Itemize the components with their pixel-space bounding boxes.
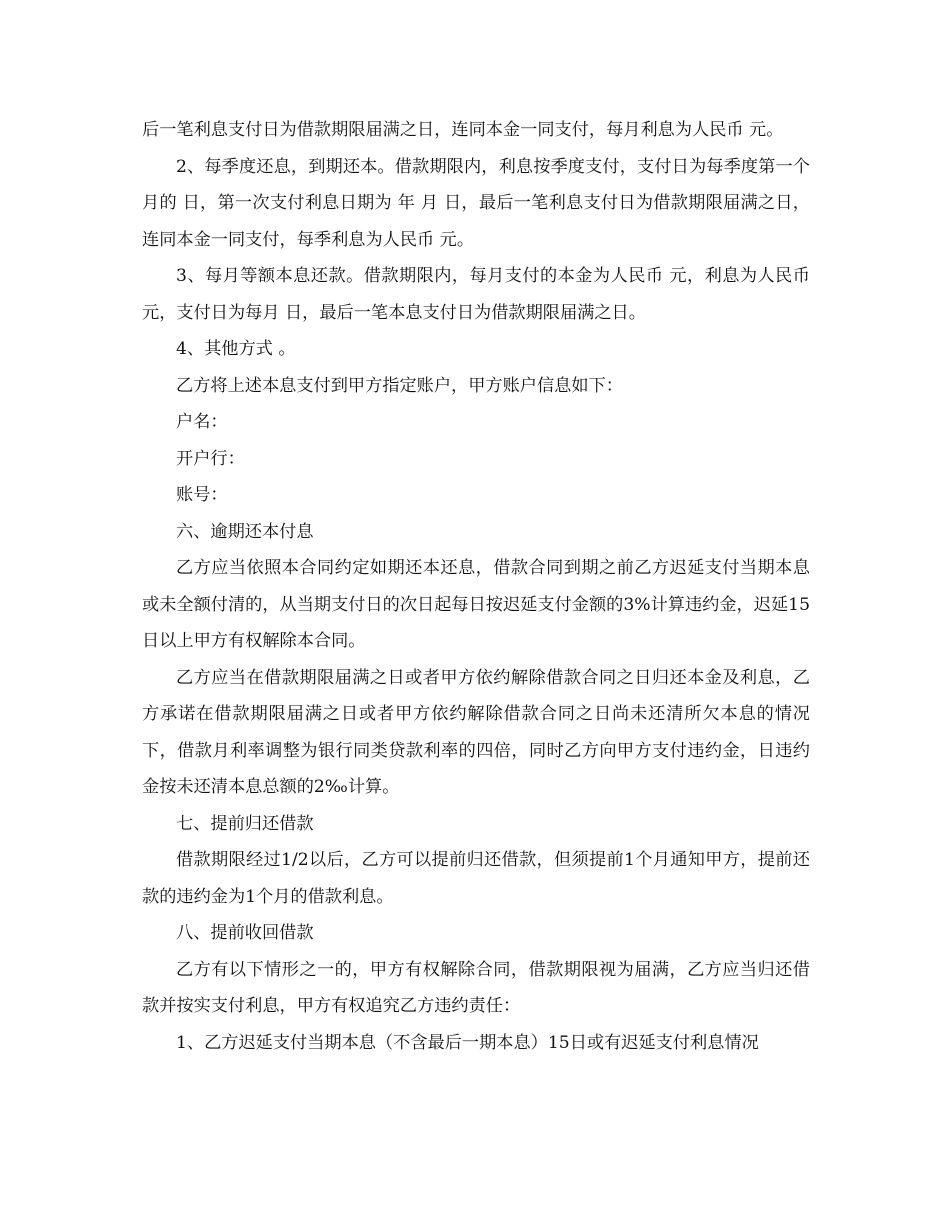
paragraph-account-name: 户名：	[176, 412, 228, 432]
section-heading-early-repayment: 七、提前归还借款	[176, 813, 314, 834]
paragraph-monthly-interest-end: 后一笔利息支付日为借款期限届满之日，连同本金一同支付，每月利息为人民币 元。	[142, 120, 784, 140]
paragraph-equal-installments: 3、每月等额本息还款。借款期限内，每月支付的本金为人民币 元，利息为人民币 元，支付日为每月 日，最后一笔本息支付日为借款期限届满之日。	[142, 266, 810, 323]
paragraph-account-number: 账号：	[176, 485, 228, 505]
document-body	[142, 112, 810, 1061]
paragraph-account-bank: 开户行：	[176, 448, 245, 469]
paragraph-other-methods: 4、其他方式 。	[176, 339, 296, 359]
paragraph-account-intro: 乙方将上述本息支付到甲方指定账户，甲方账户信息如下：	[176, 375, 623, 396]
paragraph-quarterly-repayment: 2、每季度还息，到期还本。借款期限内，利息按季度支付，支付日为每季度第一个月的 日，第一次支付利息日期为 年 月 日，最后一笔利息支付日为借款期限届满之日，连同本金一同支付，每季利息为人民币 元。	[142, 156, 810, 250]
section-heading-early-recall: 八、提前收回借款	[176, 923, 314, 943]
paragraph-overdue-interest-rate: 乙方应当在借款期限届满之日或者甲方依约解除借款合同之日归还本金及利息，乙方承诺在借款期限届满之日或者甲方依约解除借款合同之日尚未还清所欠本息的情况下，借款月利率调整为银行同类贷款利率的四倍，同时乙方向甲方支付违约金，日违约金按未还清本息总额的2‰计算。	[142, 667, 810, 797]
paragraph-early-recall-conditions: 乙方有以下情形之一的，甲方有权解除合同，借款期限视为届满，乙方应当归还借款并按实支付利息，甲方有权追究乙方违约责任：	[142, 959, 810, 1016]
section-heading-overdue: 六、逾期还本付息	[176, 521, 314, 542]
paragraph-overdue-penalty: 乙方应当依照本合同约定如期还本还息，借款合同到期之前乙方迟延支付当期本息或未全额付清的，从当期支付日的次日起每日按迟延支付金额的3%计算违约金，迟延15日以上甲方有权解除本合同。	[142, 558, 810, 651]
paragraph-recall-condition-1: 1、乙方迟延支付当期本息（不含最后一期本息）15日或有迟延支付利息情况	[176, 1032, 759, 1053]
paragraph-early-repayment: 借款期限经过1/2以后，乙方可以提前归还借款，但须提前1个月通知甲方，提前还款的违约金为1个月的借款利息。	[142, 850, 810, 907]
